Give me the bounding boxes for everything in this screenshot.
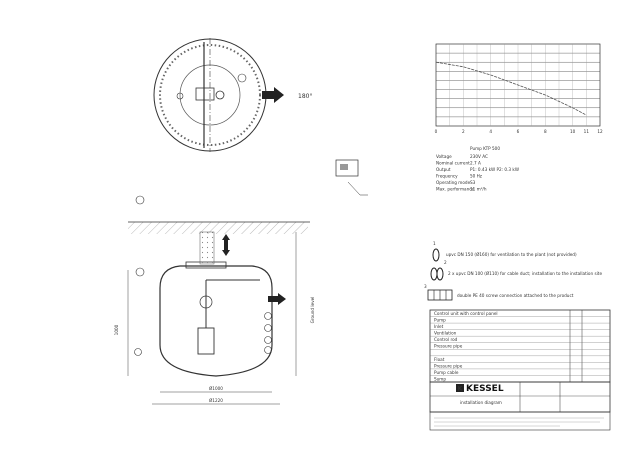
notes: [424, 241, 602, 300]
parts-row-text: Pressure pipe: [434, 363, 463, 369]
spec-value: 11 m³/h: [470, 186, 487, 192]
tank-body: [160, 266, 272, 376]
chart-x-tick-label: 12: [597, 129, 603, 134]
company-name: KESSEL: [466, 384, 504, 394]
spec-value: S3: [470, 180, 476, 185]
note-1: [433, 241, 577, 261]
chart-x-ticks: [435, 129, 603, 134]
parts-row-text: Pressure pipe: [434, 343, 463, 349]
specs-rows: [436, 154, 519, 192]
chart-x-tick-label: 10: [569, 129, 576, 134]
spec-label: Operating mode: [436, 180, 471, 185]
spec-label: Output: [436, 167, 451, 172]
note-3: [424, 284, 574, 300]
callout-detail: [336, 160, 368, 195]
chart-x-tick-label: 0: [434, 129, 438, 134]
dim-total: 1000: [114, 324, 119, 336]
dim-outer: Ø1220: [209, 398, 223, 403]
ground-hatch: [128, 222, 308, 234]
spec-label: Max. performance: [436, 186, 475, 192]
ground-level-label: Ground level: [310, 296, 315, 324]
spec-value: P1: 0.43 kW P2: 0.3 kW: [470, 167, 519, 172]
company-logo-letter: K: [457, 385, 463, 393]
pump-specs: [436, 146, 519, 192]
pump-curve-chart: [435, 44, 603, 134]
spec-value: 230V AC: [470, 154, 488, 159]
chart-series-line: [436, 62, 586, 115]
section-view: [114, 196, 315, 404]
chart-x-tick-label: 6: [516, 129, 520, 134]
plan-marker: [238, 74, 246, 82]
chart-x-tick-label: 2: [461, 129, 465, 134]
title-block: [430, 310, 610, 430]
note-3-marker: 3: [424, 284, 427, 289]
note-1-text: upvc DN 150 (Ø160) for ventilation to the plant (not provided): [446, 252, 577, 257]
note-2-text: 2 x upvc DN 100 (Ø110) for cable duct; installation to the installation site: [448, 271, 603, 276]
parts-row-text: Pump cable: [434, 369, 459, 375]
chart-x-tick-label: 8: [543, 129, 547, 134]
parts-row-text: Ventilation: [434, 330, 457, 336]
plan-pump: [196, 88, 214, 100]
plan-view: [154, 38, 312, 152]
spec-label: Nominal current: [436, 160, 470, 166]
section-pump: [198, 328, 214, 354]
footer-frame: [430, 412, 610, 430]
note-1-marker: 1: [433, 241, 436, 246]
specs-heading: Pump KTP 500: [470, 146, 501, 151]
note-2: [431, 260, 602, 280]
parts-row-text: Control unit with control panel: [434, 310, 498, 316]
parts-row-text: Pump: [434, 317, 446, 323]
chart-x-tick-label: 4: [489, 129, 493, 134]
spec-label: Frequency: [436, 173, 458, 179]
parts-row-text: Control rod: [434, 337, 458, 343]
plan-pipe: [216, 91, 224, 99]
parts-row-text: Float: [434, 356, 445, 362]
spec-label: Voltage: [436, 154, 452, 159]
drawing-description: installation diagram: [460, 400, 502, 405]
parts-row-text: Inlet: [434, 324, 444, 330]
spec-value: 50 Hz: [470, 173, 483, 179]
dim-inner: Ø1000: [209, 386, 223, 391]
tank-shaft: [200, 232, 214, 264]
spec-value: 2.7 A: [470, 160, 481, 166]
parts-row-text: Sump: [434, 376, 447, 382]
parts-list: [430, 311, 610, 381]
inlet-arrow-icon: [268, 293, 286, 305]
updown-arrow-icon: [222, 234, 230, 256]
chart-x-tick-label: 11: [583, 129, 590, 134]
note-2-marker: 2: [444, 260, 447, 265]
note-3-text: double PE 40 screw connection attached to the product: [457, 293, 574, 298]
plan-direction-label: 180°: [298, 93, 313, 100]
